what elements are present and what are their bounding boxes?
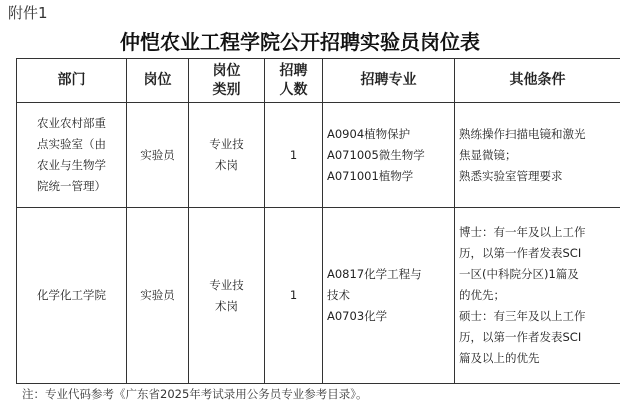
cell-other: 博士：有一年及以上工作 历，以第一作者发表SCI 一区(中科院分区)1篇及 的优先； 硕士：有三年及以上工作 历，以第一作者发表SCI 篇及以上的优先 — [455, 208, 620, 384]
header-dept: 部门 — [17, 59, 127, 103]
header-position: 岗位 — [127, 59, 189, 103]
table-header-row — [17, 59, 620, 103]
footnote: 注：专业代码参考《广东省2025年考试录用公务员专业参考目录》。 — [22, 387, 368, 401]
cell-count: 1 — [265, 103, 323, 208]
cell-position: 实验员 — [127, 103, 189, 208]
cell-dept: 化学化工学院 — [17, 208, 127, 384]
cell-other: 熟练操作扫描电镜和激光 焦显微镜； 熟悉实验室管理要求 — [455, 103, 620, 208]
table-row — [17, 103, 620, 208]
header-count: 招聘 人数 — [265, 59, 323, 103]
header-category: 岗位 类别 — [189, 59, 265, 103]
cell-dept: 农业农村部重 点实验室（由 农业与生物学 院统一管理） — [17, 103, 127, 208]
page-title: 仲恺农业工程学院公开招聘实验员岗位表 — [120, 30, 480, 54]
cell-category: 专业技 术岗 — [189, 103, 265, 208]
table-row — [17, 208, 620, 384]
cell-category: 专业技 术岗 — [189, 208, 265, 384]
cell-major: A0904植物保护 A071005微生物学 A071001植物学 — [323, 103, 455, 208]
positions-table — [16, 58, 620, 384]
header-other: 其他条件 — [455, 59, 620, 103]
cell-position: 实验员 — [127, 208, 189, 384]
cell-count: 1 — [265, 208, 323, 384]
header-major: 招聘专业 — [323, 59, 455, 103]
cell-major: A0817化学工程与 技术 A0703化学 — [323, 208, 455, 384]
attachment-label: 附件1 — [8, 4, 48, 22]
